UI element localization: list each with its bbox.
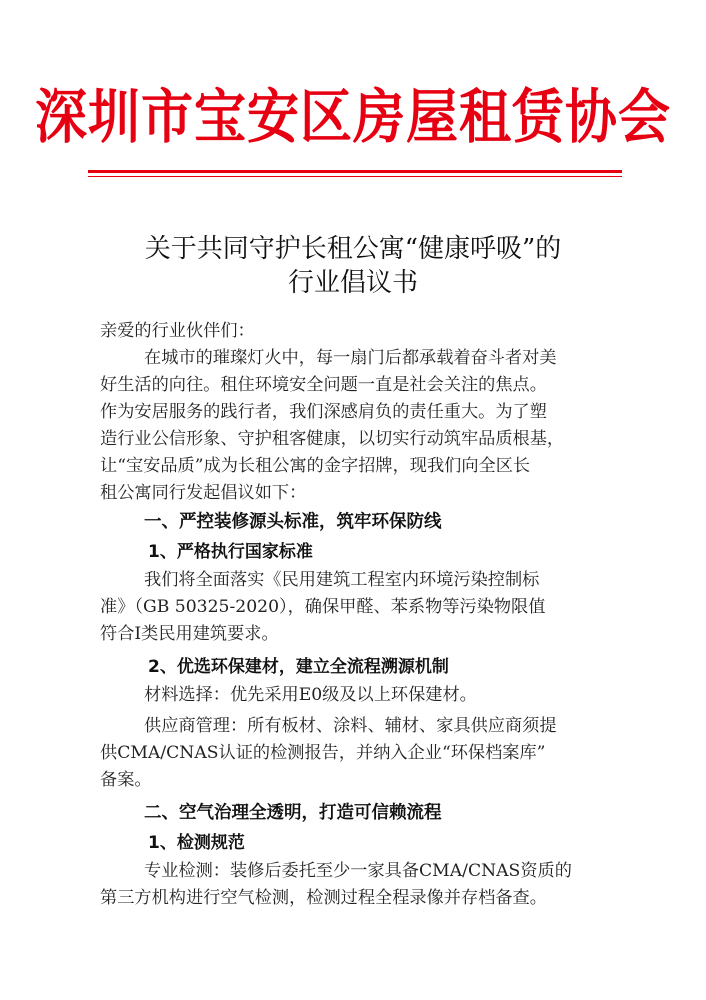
section-2-sub-1-heading: 1、检测规范 [148,833,245,853]
paragraph-line: 我们将全面落实《民用建筑工程室内环境污染控制标 [144,570,540,590]
document-title-line-1: 关于共同守护长租公寓“健康呼吸”的 [144,234,562,264]
document-body [100,318,608,912]
intro-line: 好生活的向往。租住环境安全问题一直是社会关注的焦点。 [100,375,547,395]
section-2-heading: 二、空气治理全透明，打造可信赖流程 [144,803,442,823]
document-title-line-2: 行业倡议书 [287,268,418,298]
intro-line: 租公寓同行发起倡议如下： [100,483,307,503]
intro-line: 在城市的璀璨灯火中，每一扇门后都承载着奋斗者对美 [144,348,557,368]
paragraph-line: 准》（GB 50325-2020），确保甲醛、苯系物等污染物限值 [100,597,546,617]
section-1-sub-1-heading: 1、严格执行国家标准 [148,542,313,562]
paragraph-line: 供应商管理：所有板材、涂料、辅材、家具供应商须提 [144,716,557,736]
paragraph-line: 备案。 [100,770,152,790]
paragraph-line: 符合Ⅰ类民用建筑要求。 [100,624,279,644]
paragraph-line: 供CMA/CNAS认证的检测报告，并纳入企业“环保档案库” [100,743,546,763]
letterhead-divider-thick [88,170,622,173]
section-1-sub-2-heading: 2、优选环保建材，建立全流程溯源机制 [148,657,449,677]
salutation: 亲爱的行业伙伴们： [100,321,255,341]
paragraph-line: 材料选择：优先采用E0级及以上环保建材。 [144,685,477,705]
section-1-heading: 一、严控装修源头标准，筑牢环保防线 [144,512,442,532]
letterhead-divider-thin [88,176,622,177]
paragraph-line: 第三方机构进行空气检测，检测过程全程录像并存档备查。 [100,888,547,908]
paragraph-line: 专业检测：装修后委托至少一家具备CMA/CNAS资质的 [144,861,572,881]
intro-line: 让“宝安品质”成为长租公寓的金字招牌，现我们向全区长 [100,456,531,476]
intro-line: 作为安居服务的践行者，我们深感肩负的责任重大。为了塑 [100,402,547,422]
intro-line: 造行业公信形象、守护租客健康，以切实行动筑牢品质根基， [100,429,565,449]
organization-letterhead: 深圳市宝安区房屋租赁协会 [34,83,671,152]
